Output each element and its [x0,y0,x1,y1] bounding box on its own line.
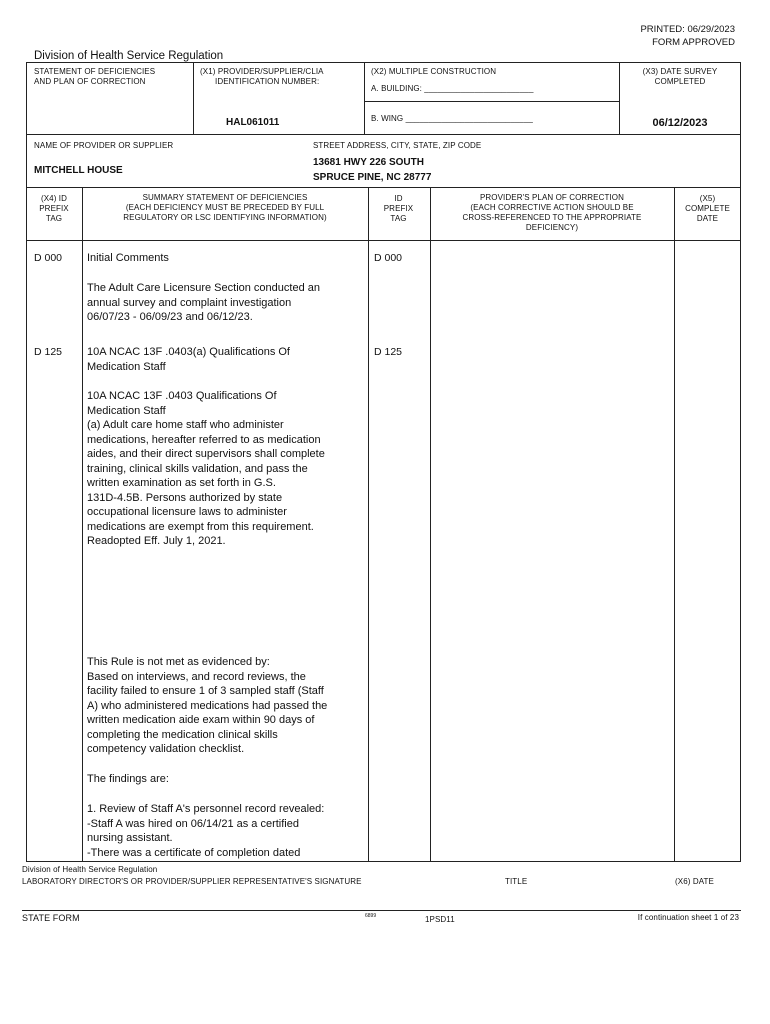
wing-label: B. WING ____________________________ [371,114,533,123]
findings-heading: The findings are: [87,773,169,785]
id-d000: D 000 [374,252,403,264]
x1-label-2: IDENTIFICATION NUMBER: [215,77,320,86]
findings-paragraph: 1. Review of Staff A's personnel record revealed: -Staff A was hired on 06/14/21 as a certified nursing assistant. -There was a certificate of completion dated [87,803,325,859]
survey-paragraph: The Adult Care Licensure Section conducted an annual survey and complaint investigation 06/07/23 - 06/09/23 and 06/12/23. [87,282,320,323]
signature-label: LABORATORY DIRECTOR'S OR PROVIDER/SUPPLIER REPRESENTATIVE'S SIGNATURE [22,877,362,886]
form-number: 6899 [365,913,377,919]
address-label: STREET ADDRESS, CITY, STATE, ZIP CODE [313,141,482,150]
rule-text: 10A NCAC 13F .0403 Qualifications Of Medication Staff (a) Adult care home staff who administer medications, hereafter referred to as medication aides, and their direct supervisors shall complete training, clinical skills validation, and pass the written examination as set forth in G.S. 131D-4.5B. Persons authorized by state occupational licensure laws to administer medications are exempt from this requirement. Readopted Eff. July 1, 2021. [87,390,325,547]
form-approved: FORM APPROVED [652,37,735,48]
event-id: 1PSD11 [425,915,455,924]
plan-header-2: (EACH CORRECTIVE ACTION SHOULD BE [470,203,634,212]
d125-title: 10A NCAC 13F .0403(a) Qualifications Of Medication Staff [87,346,290,373]
x4-header-1: (X4) ID [40,194,68,203]
provider-name: MITCHELL HOUSE [34,165,123,176]
summary-header-1: SUMMARY STATEMENT OF DEFICIENCIES [142,193,308,202]
survey-date: 06/12/2023 [652,117,708,129]
x5-header-1: (X5) [699,194,716,203]
statement-label-2: AND PLAN OF CORRECTION [34,77,146,86]
x5-header-2: COMPLETE [685,204,730,213]
id-header-3: TAG [390,214,407,223]
address-line-1: 13681 HWY 226 SOUTH [313,157,424,168]
id-d125: D 125 [374,346,403,358]
footer-division: Division of Health Service Regulation [22,865,158,874]
tag-d000: D 000 [34,252,63,264]
state-form-label: STATE FORM [22,913,80,923]
printed-date: PRINTED: 06/29/2023 [640,24,735,35]
x2-label: (X2) MULTIPLE CONSTRUCTION [371,67,497,76]
id-header-1: ID [394,194,403,203]
initial-comments-heading: Initial Comments [87,252,169,264]
division-title: Division of Health Service Regulation [34,50,224,62]
x1-label-1: (X1) PROVIDER/SUPPLIER/CLIA [200,67,324,76]
building-label: A. BUILDING: ________________________ [371,84,534,93]
provider-name-label: NAME OF PROVIDER OR SUPPLIER [34,141,174,150]
plan-header-3: CROSS-REFERENCED TO THE APPROPRIATE [462,213,642,222]
plan-header-4: DEFICIENCY) [525,223,579,232]
x4-header-3: TAG [45,214,63,223]
summary-header-3: REGULATORY OR LSC IDENTIFYING INFORMATION) [123,213,327,222]
tag-d125: D 125 [34,346,63,358]
x6-date-label: (X6) DATE [675,877,714,886]
provider-id: HAL061011 [226,117,280,128]
x3-label-1: (X3) DATE SURVEY [642,67,718,76]
id-header-2: PREFIX [383,204,414,213]
statement-label-1: STATEMENT OF DEFICIENCIES [34,67,156,76]
x4-header-2: PREFIX [39,204,69,213]
x5-header-3: DATE [696,214,719,223]
title-label: TITLE [505,877,528,886]
continuation-sheet: If continuation sheet 1 of 23 [637,913,739,922]
x3-label-2: COMPLETED [654,77,706,86]
summary-header-2: (EACH DEFICIENCY MUST BE PRECEDED BY FULL [125,203,325,212]
address-line-2: SPRUCE PINE, NC 28777 [313,172,432,183]
rule-not-met-paragraph: This Rule is not met as evidenced by: Based on interviews, and record reviews, the facility failed to ensure 1 of 3 sampled staff (Staff A) who administered medications had passed the written medication aide exam within 90 days of completing the medication clinical skills competency validation checklist. [87,656,328,755]
plan-header-1: PROVIDER'S PLAN OF CORRECTION [479,193,624,202]
